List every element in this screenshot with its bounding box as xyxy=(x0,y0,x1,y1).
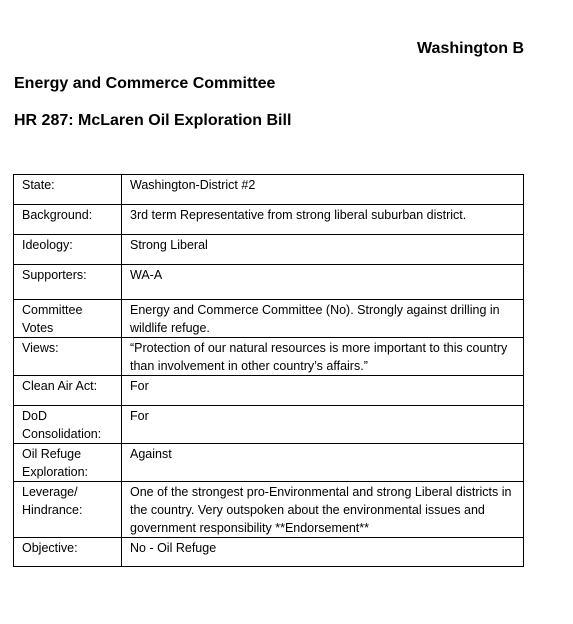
table-row xyxy=(14,300,524,338)
row-label: DoD Consolidation: xyxy=(14,406,122,444)
committee-heading: Energy and Commerce Committee xyxy=(14,75,276,92)
table-row xyxy=(14,205,524,235)
row-value: Energy and Commerce Committee (No). Strongly against drilling in wildlife refuge. xyxy=(122,300,524,338)
bill-heading: HR 287: McLaren Oil Exploration Bill xyxy=(14,112,292,129)
row-label: Supporters: xyxy=(14,265,122,300)
representative-profile-table xyxy=(13,174,524,567)
table-row xyxy=(14,406,524,444)
table-row xyxy=(14,338,524,376)
table-row xyxy=(14,175,524,205)
row-value: Strong Liberal xyxy=(122,235,524,265)
table-row xyxy=(14,235,524,265)
row-label: Ideology: xyxy=(14,235,122,265)
row-value: “Protection of our natural resources is more important to this country than involvement in other country’s affairs.” xyxy=(122,338,524,376)
row-value: One of the strongest pro-Environmental and strong Liberal districts in the country. Very outspoken about the environmental issues and government responsibility **Endorsement** xyxy=(122,482,524,538)
table-row xyxy=(14,265,524,300)
row-label: Leverage/ Hindrance: xyxy=(14,482,122,538)
table-row xyxy=(14,444,524,482)
row-label: Views: xyxy=(14,338,122,376)
row-label: State: xyxy=(14,175,122,205)
row-label: Committee Votes xyxy=(14,300,122,338)
row-value: Against xyxy=(122,444,524,482)
row-value: WA-A xyxy=(122,265,524,300)
delegation-title: Washington B xyxy=(417,40,524,57)
table-row xyxy=(14,538,524,567)
row-label: Objective: xyxy=(14,538,122,567)
table-row xyxy=(14,376,524,406)
row-value: 3rd term Representative from strong liberal suburban district. xyxy=(122,205,524,235)
row-value: For xyxy=(122,406,524,444)
row-value: No - Oil Refuge xyxy=(122,538,524,567)
row-value: For xyxy=(122,376,524,406)
row-label: Background: xyxy=(14,205,122,235)
row-value: Washington-District #2 xyxy=(122,175,524,205)
table-row xyxy=(14,482,524,538)
row-label: Clean Air Act: xyxy=(14,376,122,406)
row-label: Oil Refuge Exploration: xyxy=(14,444,122,482)
